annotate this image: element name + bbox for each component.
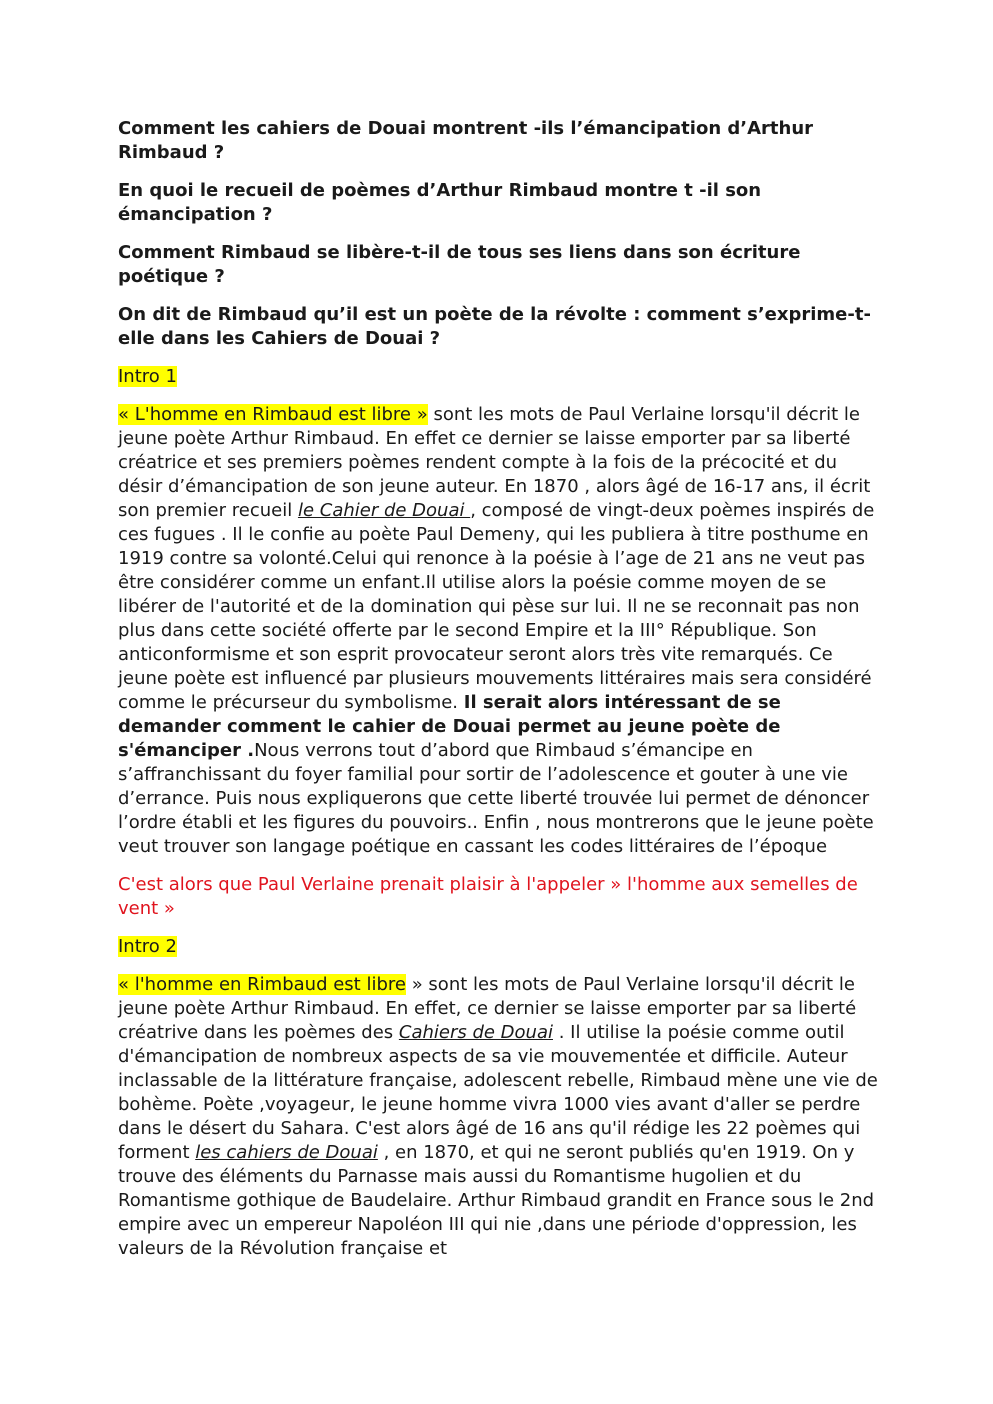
intro1-text-c: Nous verrons tout d’abord que Rimbaud s’émancipe en s’affranchissant du foyer familial pour sortir de l’adolescence et gouter à une vie d’errance. Puis nous expliquerons que cette liberté trouvée lui permet de dénoncer l’ordre établi et les figures du pouvoirs.. Enfin , nous montrerons que le jeune poète veut trouver son langage poétique en cassant les codes littéraires de l’époque — [118, 740, 874, 857]
document-page — [118, 117, 878, 1275]
intro2-text-c: , en 1870, et qui ne seront publiés qu'en 1919. On y trouve des éléments du Parnasse mais aussi du Romantisme hugolien et du Romantisme gothique de Baudelaire. Arthur Rimbaud grandit en France sous le 2nd empire avec un empereur Napoléon III qui nie ,dans une période d'oppression, les valeurs de la Révolution française et — [118, 1142, 875, 1259]
intro2-heading: Intro 2 — [118, 936, 177, 957]
question-4: On dit de Rimbaud qu’il est un poète de la révolte : comment s’exprime-t-elle dans les Cahiers de Douai ? — [118, 304, 871, 349]
intro2-title-ref-2: les cahiers de Douai — [195, 1142, 378, 1163]
intro2-text-a: » sont les mots de Paul Verlaine lorsqu'il décrit le jeune poète Arthur Rimbaud. En effet, ce dernier se laisse emporter par sa liberté créatrive dans les poèmes des — [118, 974, 857, 1043]
intro1-heading-line — [118, 365, 878, 389]
intro2-quote: « l'homme en Rimbaud est libre — [118, 974, 406, 995]
intro2-text-b: . Il utilise la poésie comme outil d'émancipation de nombreux aspects de sa vie mouvementée et difficile. Auteur inclassable de la littérature française, adolescent rebelle, Rimbaud mène une vie de bohème. Poète ,voyageur, le jeune homme vivra 1000 vies avant d'aller se perdre dans le désert du Sahara. C'est alors âgé de 16 ans qu'il rédige les 22 poèmes qui forment — [118, 1022, 878, 1163]
question-1: Comment les cahiers de Douai montrent -ils l’émancipation d’Arthur Rimbaud ? — [118, 118, 814, 163]
intro1-text-a: sont les mots de Paul Verlaine lorsqu'il décrit le jeune poète Arthur Rimbaud. En effet ce dernier se laisse emporter par sa liberté créatrice et ses premiers poèmes rendent compte à la fois de la précocité et du désir d’émancipation de son jeune auteur. En 1870 , alors âgé de 16-17 ans, il écrit son premier recueil — [118, 404, 871, 521]
intro2-title-ref-1: Cahiers de Douai — [398, 1022, 553, 1043]
question-3: Comment Rimbaud se libère-t-il de tous ses liens dans son écriture poétique ? — [118, 242, 801, 287]
intro1-problematique: Il serait alors intéressant de se demander comment le cahier de Douai permet au jeune poète de s'émanciper . — [118, 692, 781, 761]
red-note: C'est alors que Paul Verlaine prenait plaisir à l'appeler » l'homme aux semelles de vent » — [118, 874, 858, 919]
intro1-heading: Intro 1 — [118, 366, 177, 387]
intro2-paragraph — [118, 973, 878, 1261]
intro1-paragraph — [118, 403, 878, 859]
intro1-text-b: , composé de vingt-deux poèmes inspirés de ces fugues . Il le confie au poète Paul Demeny, qui les publiera à titre posthume en 1919 contre sa volonté.Celui qui renonce à la poésie à l’age de 21 ans ne veut pas être considérer comme un enfant.Il utilise alors la poésie comme moyen de se libérer de l'autorité et de la domination qui pèse sur lui. Il ne se reconnait pas non plus dans cette société offerte par le second Empire et la III° République. Son anticonformisme et son esprit provocateur seront alors très vite remarqués. Ce jeune poète est influencé par plusieurs mouvements littéraires mais sera considéré comme le précurseur du symbolisme. — [118, 500, 875, 713]
intro1-title-ref: le Cahier de Douai — [297, 500, 471, 521]
intro2-heading-line — [118, 935, 878, 959]
question-2: En quoi le recueil de poèmes d’Arthur Rimbaud montre t -il son émancipation ? — [118, 180, 762, 225]
intro1-quote: « L'homme en Rimbaud est libre » — [118, 404, 428, 425]
